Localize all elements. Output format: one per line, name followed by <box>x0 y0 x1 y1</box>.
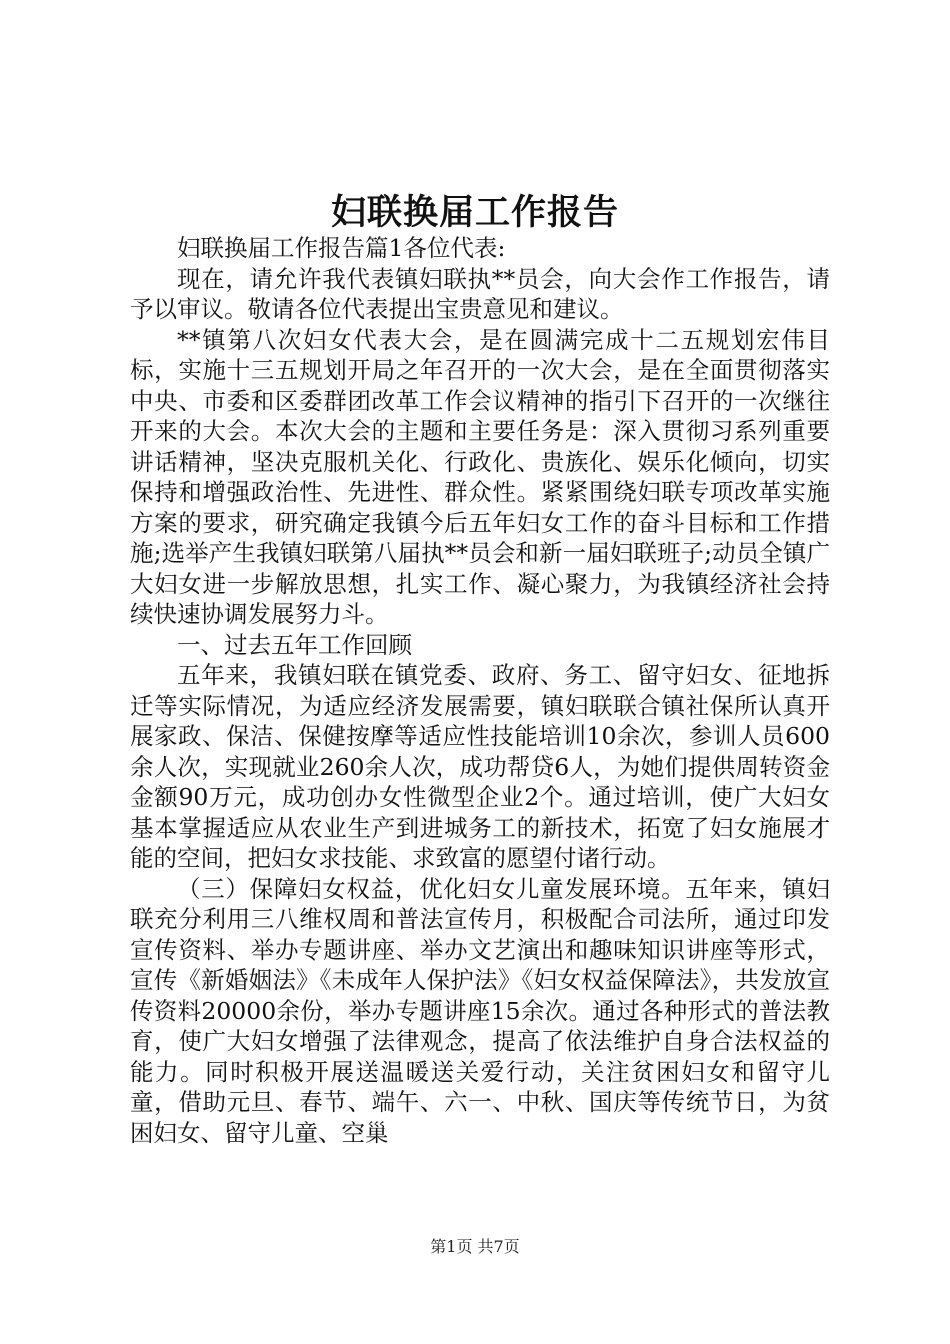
paragraph-greeting: 妇联换届工作报告篇1各位代表: <box>177 234 506 262</box>
section-heading-review: 一、过去五年工作回顾 <box>177 630 412 659</box>
paragraph-five-year-review: 五年来，我镇妇联在镇党委、政府、务工、留守妇女、征地拆迁等实际情况，为适应经济发展需要，镇妇联联合镇社保所认真开展家政、保洁、保健按摩等适应性技能培训10余次，参训人员600余人次，实现就业260余人次，成功帮贷6人，为她们提供周转资金金额90万元，成功创办女性微型企业2个。通过培训，使广大妇女基本掌握适应从农业生产到进城务工的新技术，拓宽了妇女施展才能的空间，把妇女求技能、求致富的愿望付诸行动。 <box>130 661 830 872</box>
document-body <box>130 233 830 1148</box>
paragraph-rights-protection: （三）保障妇女权益，优化妇女儿童发展环境。五年来，镇妇联充分利用三八维权周和普法宣传月，积极配合司法所，通过印发宣传资料、举办专题讲座、举办文艺演出和趣味知识讲座等形式，宣传《新婚姻法》《未成年人保护法》《妇女权益保障法》，共发放宣传资料20000余份，举办专题讲座15余次。通过各种形式的普法教育，使广大妇女增强了法律观念，提高了依法维护自身合法权益的能力。同时积极开展送温暖送关爱行动，关注贫困妇女和留守儿童，借助元旦、春节、端午、六一、中秋、国庆等传统节日，为贫困妇女、留守儿童、空巢 <box>130 874 830 1147</box>
page-footer: 第1页 共7页 <box>430 1237 520 1256</box>
paragraph-intro: 现在，请允许我代表镇妇联执**员会，向大会作工作报告，请予以审议。敬请各位代表提出宝贵意见和建议。 <box>130 264 830 323</box>
document-title: 妇联换届工作报告 <box>330 192 619 233</box>
paragraph-congress-theme: **镇第八次妇女代表大会，是在圆满完成十二五规划宏伟目标，实施十三五规划开局之年召开的一次大会，是在全面贯彻落实中央、市委和区委群团改革工作会议精神的指引下召开的一次继往开来的大会。本次大会的主题和主要任务是：深入贯彻习系列重要讲话精神，坚决克服机关化、行政化、贵族化、娱乐化倾向，切实保持和增强政治性、先进性、群众性。紧紧围绕妇联专项改革实施方案的要求，研究确定我镇今后五年妇女工作的奋斗目标和工作措施;选举产生我镇妇联第八届执**员会和新一届妇联班子;动员全镇广大妇女进一步解放思想，扎实工作、凝心聚力，为我镇经济社会持续快速协调发展努力斗。 <box>130 325 830 628</box>
